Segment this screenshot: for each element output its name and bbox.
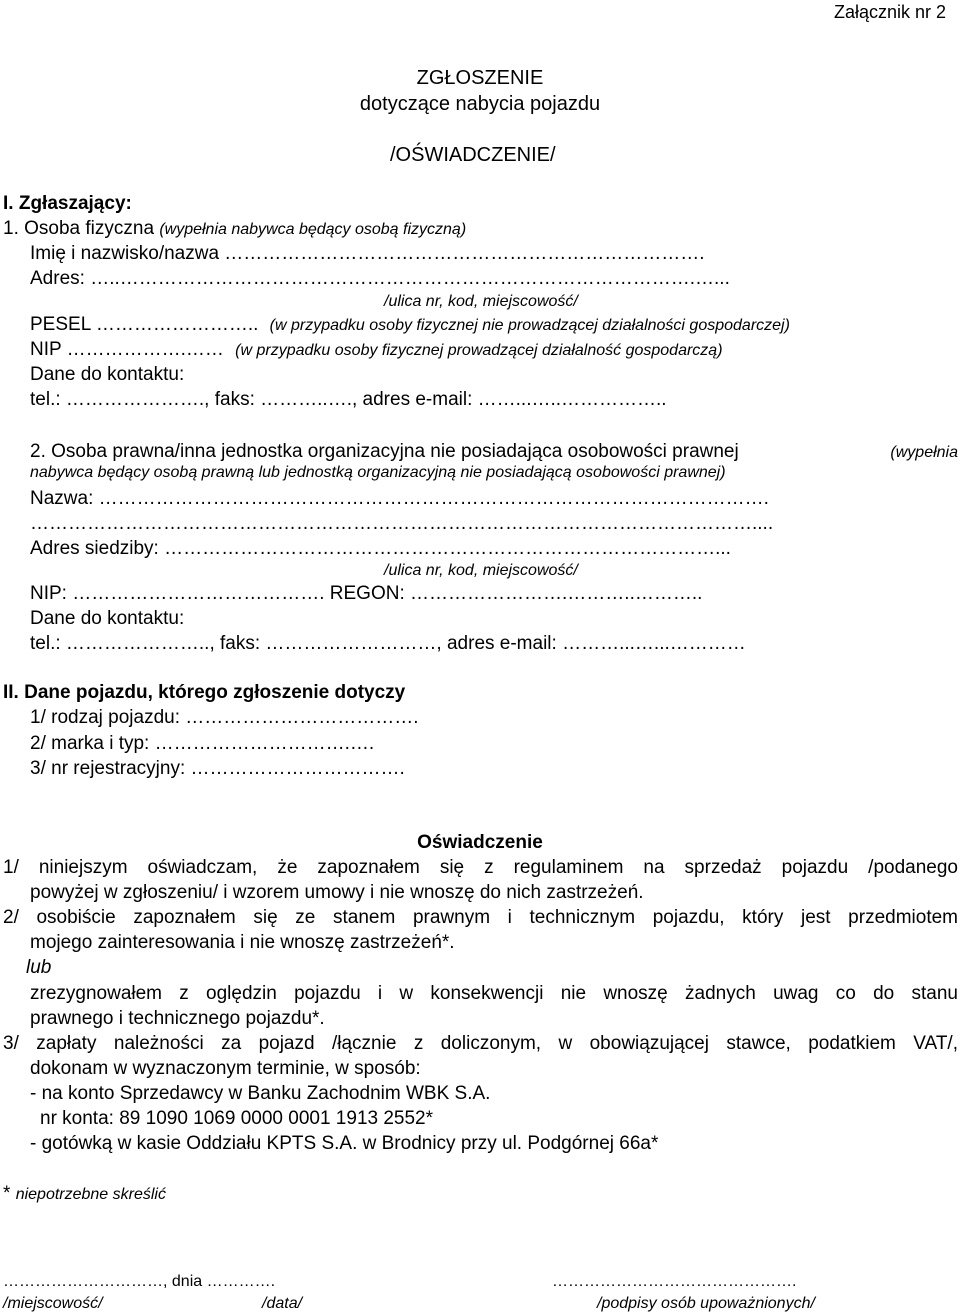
statement-p1-line1: 1/ niniejszym oświadczam, że zapoznałem się z regulaminem na sprzedaż pojazdu /podanego (3, 857, 958, 878)
nip-field-line: NIP ……………….…… (30, 339, 224, 360)
footnote-text: niepotrzebne skreślić (15, 1186, 166, 1203)
statement-p2-line1: 2/ osobiście zapoznałem się ze stanem prawnym i technicznym pojazdu, który jest przedmiotem (3, 907, 958, 928)
legal-person-note-start: (wypełnia (890, 444, 958, 461)
address-field-line: Adres: …..……………………………………………………………………………….…... (30, 268, 730, 289)
pesel-field-line: PESEL …………………….. (30, 314, 259, 335)
seat-address-hint: /ulica nr, kod, miejscowość/ (384, 562, 578, 579)
contact-field-line: tel.: …………………., faks: ………..…., adres e-mail: ……...…..…………….. (30, 389, 667, 410)
company-name-field-line: Nazwa: ……………………………………………………………………………………………. (30, 488, 769, 509)
natural-person-note: (wypełnia nabywca będący osobą fizyczną) (159, 221, 467, 238)
section-1-heading: I. Zgłaszający: (3, 193, 132, 214)
nip-note: (w przypadku osoby fizycznej prowadzącej działalność gospodarczą) (235, 342, 723, 359)
statement-or: lub (26, 957, 52, 978)
legal-contact-label: Dane do kontaktu: (30, 608, 185, 629)
statement-p2b-line2: prawnego i technicznego pojazdu*. (30, 1008, 325, 1029)
payment-option-cash: - gotówką w kasie Oddziału KPTS S.A. w Brodnicy przy ul. Podgórnej 66a* (30, 1133, 659, 1154)
legal-person-row (30, 442, 958, 461)
company-name-continuation: …………………………………………………………………………………………………….... (30, 513, 774, 534)
statement-heading: Oświadczenie (417, 832, 543, 853)
title-line-1: ZGŁOSZENIE (416, 67, 544, 89)
legal-contact-field-line: tel.: ………………….., faks: ………………………, adres e-mail: ………...…...………… (30, 633, 746, 654)
title-line-3: /OŚWIADCZENIE/ (390, 144, 556, 166)
seat-address-field-line: Adres siedziby: ……………………………………………………………………………... (30, 538, 731, 559)
title-line-2: dotyczące nabycia pojazdu (359, 93, 601, 115)
natural-person-row (3, 219, 466, 238)
statement-p2-line2: mojego zainteresowania i nie wnoszę zastrzeżeń*. (30, 932, 455, 953)
date-label: /data/ (262, 1295, 303, 1312)
nip-regon-field-line: NIP: …………………………………. REGON: …………………….………..……….. (30, 583, 703, 604)
signature-label: /podpisy osób upoważnionych/ (597, 1295, 815, 1312)
footnote (3, 1184, 166, 1203)
legal-person-label: 2. Osoba prawna/inna jednostka organizacyjna nie posiadająca osobowości prawnej (30, 441, 739, 462)
signature-line: ………………………………………. (552, 1273, 797, 1290)
nip-row (30, 340, 723, 359)
vehicle-type-line: 1/ rodzaj pojazdu: ………………………………. (30, 707, 419, 728)
statement-p1-line2: powyżej w zgłoszeniu/ i wzorem umowy i nie wnoszę do nich zastrzeżeń. (30, 882, 644, 903)
footnote-star: * (3, 1183, 11, 1204)
name-field-line: Imię i nazwisko/nazwa …………………………………………………………………. (30, 243, 705, 264)
attachment-label: Załącznik nr 2 (834, 2, 947, 22)
place-label: /miejscowość/ (3, 1295, 103, 1312)
vehicle-registration-line: 3/ nr rejestracyjny: ……………………………. (30, 758, 405, 779)
statement-p3-line1: 3/ zapłaty należności za pojazd /łącznie z doliczonym, w obowiązującej stawce, podatkiem VAT/, (3, 1033, 958, 1054)
section-2-heading: II. Dane pojazdu, którego zgłoszenie dotyczy (3, 682, 406, 703)
payment-account-number: nr konta: 89 1090 1069 0000 0001 1913 2552* (40, 1108, 434, 1129)
address-hint: /ulica nr, kod, miejscowość/ (384, 293, 578, 310)
natural-person-label: 1. Osoba fizyczna (3, 218, 155, 239)
pesel-row (30, 315, 790, 334)
contact-label: Dane do kontaktu: (30, 364, 185, 385)
vehicle-make-line: 2/ marka i typ: ………………………….…. (30, 733, 375, 754)
pesel-note: (w przypadku osoby fizycznej nie prowadzącej działalności gospodarczej) (269, 317, 790, 334)
payment-option-transfer: - na konto Sprzedawcy w Banku Zachodnim WBK S.A. (30, 1083, 491, 1104)
statement-p2b-line1: zrezygnowałem z oględzin pojazdu i w konsekwencji nie wnoszę żadnych uwag co do stanu (30, 983, 958, 1004)
statement-p3-line2: dokonam w wyznaczonym terminie, w sposób: (30, 1058, 421, 1079)
place-date-line: …………………………, dnia …………. (3, 1273, 276, 1290)
legal-person-note: nabywca będący osobą prawną lub jednostką organizacyjną nie posiadającą osobowości prawnej) (30, 464, 726, 481)
